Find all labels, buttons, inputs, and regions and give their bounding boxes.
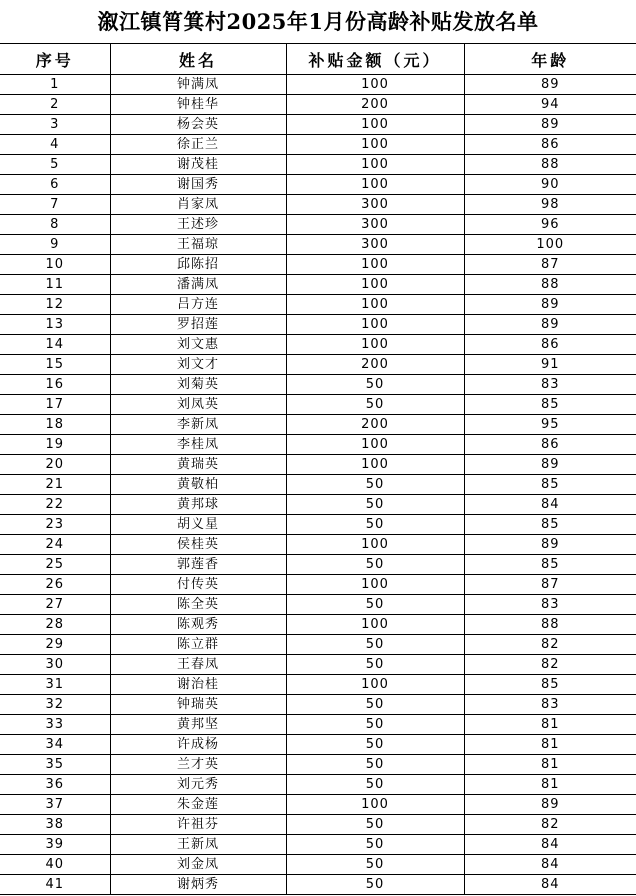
cell-name: 黄邦坚 bbox=[110, 715, 286, 735]
cell-age: 95 bbox=[464, 415, 636, 435]
cell-amount: 100 bbox=[286, 295, 464, 315]
cell-age: 89 bbox=[464, 295, 636, 315]
cell-age: 85 bbox=[464, 675, 636, 695]
cell-amount: 50 bbox=[286, 815, 464, 835]
cell-name: 杨会英 bbox=[110, 115, 286, 135]
cell-name: 谢国秀 bbox=[110, 175, 286, 195]
cell-amount: 50 bbox=[286, 595, 464, 615]
cell-age: 87 bbox=[464, 255, 636, 275]
table-row bbox=[0, 135, 636, 155]
cell-age: 91 bbox=[464, 355, 636, 375]
cell-amount: 50 bbox=[286, 475, 464, 495]
header-age: 年龄 bbox=[464, 44, 636, 75]
table-row bbox=[0, 755, 636, 775]
cell-index: 10 bbox=[0, 255, 110, 275]
table-row bbox=[0, 395, 636, 415]
table-row bbox=[0, 235, 636, 255]
cell-name: 谢茂桂 bbox=[110, 155, 286, 175]
cell-amount: 100 bbox=[286, 675, 464, 695]
cell-name: 郭莲香 bbox=[110, 555, 286, 575]
cell-name: 兰才英 bbox=[110, 755, 286, 775]
cell-index: 37 bbox=[0, 795, 110, 815]
cell-amount: 100 bbox=[286, 315, 464, 335]
cell-index: 28 bbox=[0, 615, 110, 635]
cell-age: 84 bbox=[464, 855, 636, 875]
cell-name: 王福琼 bbox=[110, 235, 286, 255]
cell-amount: 100 bbox=[286, 455, 464, 475]
cell-name: 徐正兰 bbox=[110, 135, 286, 155]
table-row bbox=[0, 355, 636, 375]
cell-age: 85 bbox=[464, 515, 636, 535]
cell-index: 32 bbox=[0, 695, 110, 715]
cell-index: 36 bbox=[0, 775, 110, 795]
cell-age: 81 bbox=[464, 715, 636, 735]
cell-index: 29 bbox=[0, 635, 110, 655]
cell-amount: 50 bbox=[286, 395, 464, 415]
cell-amount: 100 bbox=[286, 255, 464, 275]
table-row bbox=[0, 75, 636, 95]
cell-name: 付传英 bbox=[110, 575, 286, 595]
cell-amount: 50 bbox=[286, 775, 464, 795]
cell-name: 刘文惠 bbox=[110, 335, 286, 355]
table-row bbox=[0, 615, 636, 635]
cell-index: 22 bbox=[0, 495, 110, 515]
table-row bbox=[0, 835, 636, 855]
cell-amount: 50 bbox=[286, 855, 464, 875]
table-row bbox=[0, 95, 636, 115]
cell-index: 24 bbox=[0, 535, 110, 555]
cell-age: 88 bbox=[464, 615, 636, 635]
table-row bbox=[0, 215, 636, 235]
table-row bbox=[0, 775, 636, 795]
cell-age: 90 bbox=[464, 175, 636, 195]
cell-name: 谢治桂 bbox=[110, 675, 286, 695]
cell-amount: 50 bbox=[286, 735, 464, 755]
cell-amount: 300 bbox=[286, 195, 464, 215]
table-row bbox=[0, 275, 636, 295]
cell-name: 黄邦球 bbox=[110, 495, 286, 515]
table-row bbox=[0, 635, 636, 655]
cell-age: 83 bbox=[464, 595, 636, 615]
cell-name: 罗招莲 bbox=[110, 315, 286, 335]
cell-index: 27 bbox=[0, 595, 110, 615]
cell-age: 88 bbox=[464, 155, 636, 175]
cell-age: 87 bbox=[464, 575, 636, 595]
table-row bbox=[0, 415, 636, 435]
cell-amount: 100 bbox=[286, 175, 464, 195]
table-row bbox=[0, 315, 636, 335]
table-row bbox=[0, 175, 636, 195]
cell-index: 5 bbox=[0, 155, 110, 175]
cell-amount: 100 bbox=[286, 155, 464, 175]
cell-amount: 50 bbox=[286, 655, 464, 675]
cell-name: 吕方连 bbox=[110, 295, 286, 315]
cell-name: 黄瑞英 bbox=[110, 455, 286, 475]
cell-age: 89 bbox=[464, 455, 636, 475]
table-row bbox=[0, 515, 636, 535]
table-row bbox=[0, 735, 636, 755]
cell-age: 81 bbox=[464, 735, 636, 755]
cell-amount: 100 bbox=[286, 615, 464, 635]
cell-amount: 100 bbox=[286, 535, 464, 555]
cell-name: 黄敬柏 bbox=[110, 475, 286, 495]
cell-amount: 100 bbox=[286, 75, 464, 95]
cell-name: 潘满凤 bbox=[110, 275, 286, 295]
cell-name: 钟瑞英 bbox=[110, 695, 286, 715]
cell-index: 38 bbox=[0, 815, 110, 835]
cell-index: 12 bbox=[0, 295, 110, 315]
cell-index: 18 bbox=[0, 415, 110, 435]
table-row bbox=[0, 675, 636, 695]
table-row bbox=[0, 115, 636, 135]
cell-amount: 100 bbox=[286, 275, 464, 295]
header-index: 序号 bbox=[0, 44, 110, 75]
cell-name: 谢炳秀 bbox=[110, 875, 286, 895]
cell-amount: 200 bbox=[286, 95, 464, 115]
cell-index: 25 bbox=[0, 555, 110, 575]
cell-age: 89 bbox=[464, 535, 636, 555]
table-header-row bbox=[0, 44, 636, 75]
cell-age: 83 bbox=[464, 695, 636, 715]
table-body bbox=[0, 75, 636, 895]
cell-amount: 50 bbox=[286, 635, 464, 655]
cell-age: 88 bbox=[464, 275, 636, 295]
cell-age: 100 bbox=[464, 235, 636, 255]
cell-age: 82 bbox=[464, 815, 636, 835]
cell-age: 94 bbox=[464, 95, 636, 115]
cell-name: 肖家凤 bbox=[110, 195, 286, 215]
table-row bbox=[0, 155, 636, 175]
cell-amount: 50 bbox=[286, 695, 464, 715]
cell-name: 胡义星 bbox=[110, 515, 286, 535]
cell-age: 98 bbox=[464, 195, 636, 215]
table-row bbox=[0, 495, 636, 515]
cell-name: 王述珍 bbox=[110, 215, 286, 235]
cell-index: 15 bbox=[0, 355, 110, 375]
cell-amount: 100 bbox=[286, 435, 464, 455]
cell-index: 3 bbox=[0, 115, 110, 135]
cell-index: 35 bbox=[0, 755, 110, 775]
cell-index: 20 bbox=[0, 455, 110, 475]
cell-name: 刘凤英 bbox=[110, 395, 286, 415]
cell-name: 王新凤 bbox=[110, 835, 286, 855]
cell-name: 许祖芬 bbox=[110, 815, 286, 835]
cell-age: 85 bbox=[464, 475, 636, 495]
cell-amount: 100 bbox=[286, 115, 464, 135]
cell-index: 1 bbox=[0, 75, 110, 95]
cell-amount: 200 bbox=[286, 415, 464, 435]
cell-index: 4 bbox=[0, 135, 110, 155]
cell-index: 16 bbox=[0, 375, 110, 395]
cell-age: 89 bbox=[464, 75, 636, 95]
table-row bbox=[0, 455, 636, 475]
cell-age: 84 bbox=[464, 835, 636, 855]
cell-age: 89 bbox=[464, 315, 636, 335]
table-row bbox=[0, 855, 636, 875]
cell-age: 81 bbox=[464, 755, 636, 775]
cell-age: 82 bbox=[464, 655, 636, 675]
table-row bbox=[0, 815, 636, 835]
cell-age: 85 bbox=[464, 395, 636, 415]
cell-age: 84 bbox=[464, 495, 636, 515]
cell-name: 邱陈招 bbox=[110, 255, 286, 275]
table-row bbox=[0, 715, 636, 735]
table-row bbox=[0, 575, 636, 595]
cell-age: 89 bbox=[464, 795, 636, 815]
subsidy-table bbox=[0, 44, 636, 895]
table-row bbox=[0, 195, 636, 215]
cell-index: 6 bbox=[0, 175, 110, 195]
table-row bbox=[0, 795, 636, 815]
cell-name: 陈全英 bbox=[110, 595, 286, 615]
cell-amount: 50 bbox=[286, 555, 464, 575]
table-row bbox=[0, 375, 636, 395]
cell-age: 86 bbox=[464, 135, 636, 155]
cell-amount: 50 bbox=[286, 715, 464, 735]
cell-index: 39 bbox=[0, 835, 110, 855]
cell-index: 33 bbox=[0, 715, 110, 735]
cell-name: 刘金凤 bbox=[110, 855, 286, 875]
cell-index: 11 bbox=[0, 275, 110, 295]
cell-amount: 50 bbox=[286, 755, 464, 775]
cell-name: 陈立群 bbox=[110, 635, 286, 655]
cell-name: 许成杨 bbox=[110, 735, 286, 755]
table-row bbox=[0, 295, 636, 315]
table-row bbox=[0, 555, 636, 575]
cell-index: 34 bbox=[0, 735, 110, 755]
cell-amount: 300 bbox=[286, 215, 464, 235]
header-name: 姓名 bbox=[110, 44, 286, 75]
cell-name: 陈观秀 bbox=[110, 615, 286, 635]
cell-age: 86 bbox=[464, 435, 636, 455]
table-row bbox=[0, 335, 636, 355]
cell-amount: 100 bbox=[286, 335, 464, 355]
cell-amount: 50 bbox=[286, 835, 464, 855]
cell-name: 李桂凤 bbox=[110, 435, 286, 455]
cell-index: 14 bbox=[0, 335, 110, 355]
cell-age: 85 bbox=[464, 555, 636, 575]
cell-index: 30 bbox=[0, 655, 110, 675]
cell-name: 王春凤 bbox=[110, 655, 286, 675]
cell-index: 9 bbox=[0, 235, 110, 255]
table-row bbox=[0, 595, 636, 615]
cell-amount: 50 bbox=[286, 375, 464, 395]
cell-index: 17 bbox=[0, 395, 110, 415]
cell-index: 7 bbox=[0, 195, 110, 215]
cell-name: 侯桂英 bbox=[110, 535, 286, 555]
cell-index: 2 bbox=[0, 95, 110, 115]
cell-amount: 100 bbox=[286, 795, 464, 815]
cell-age: 81 bbox=[464, 775, 636, 795]
cell-age: 89 bbox=[464, 115, 636, 135]
cell-index: 19 bbox=[0, 435, 110, 455]
cell-age: 86 bbox=[464, 335, 636, 355]
cell-index: 13 bbox=[0, 315, 110, 335]
table-row bbox=[0, 535, 636, 555]
table-row bbox=[0, 475, 636, 495]
cell-name: 刘元秀 bbox=[110, 775, 286, 795]
cell-age: 83 bbox=[464, 375, 636, 395]
cell-name: 刘文才 bbox=[110, 355, 286, 375]
cell-index: 31 bbox=[0, 675, 110, 695]
cell-name: 朱金莲 bbox=[110, 795, 286, 815]
table-row bbox=[0, 435, 636, 455]
cell-index: 26 bbox=[0, 575, 110, 595]
cell-index: 40 bbox=[0, 855, 110, 875]
cell-age: 96 bbox=[464, 215, 636, 235]
cell-name: 李新凤 bbox=[110, 415, 286, 435]
cell-amount: 200 bbox=[286, 355, 464, 375]
header-amount: 补贴金额（元） bbox=[286, 44, 464, 75]
cell-age: 82 bbox=[464, 635, 636, 655]
cell-amount: 50 bbox=[286, 515, 464, 535]
table-row bbox=[0, 695, 636, 715]
cell-index: 23 bbox=[0, 515, 110, 535]
cell-name: 刘菊英 bbox=[110, 375, 286, 395]
cell-name: 钟桂华 bbox=[110, 95, 286, 115]
cell-index: 21 bbox=[0, 475, 110, 495]
cell-amount: 50 bbox=[286, 495, 464, 515]
page-title: 溆江镇筲箕村2025年1月份高龄补贴发放名单 bbox=[0, 0, 636, 44]
cell-age: 84 bbox=[464, 875, 636, 895]
table-row bbox=[0, 875, 636, 895]
table-row bbox=[0, 655, 636, 675]
cell-amount: 50 bbox=[286, 875, 464, 895]
cell-index: 41 bbox=[0, 875, 110, 895]
cell-name: 钟满凤 bbox=[110, 75, 286, 95]
table-row bbox=[0, 255, 636, 275]
cell-amount: 100 bbox=[286, 135, 464, 155]
cell-amount: 100 bbox=[286, 575, 464, 595]
cell-amount: 300 bbox=[286, 235, 464, 255]
cell-index: 8 bbox=[0, 215, 110, 235]
